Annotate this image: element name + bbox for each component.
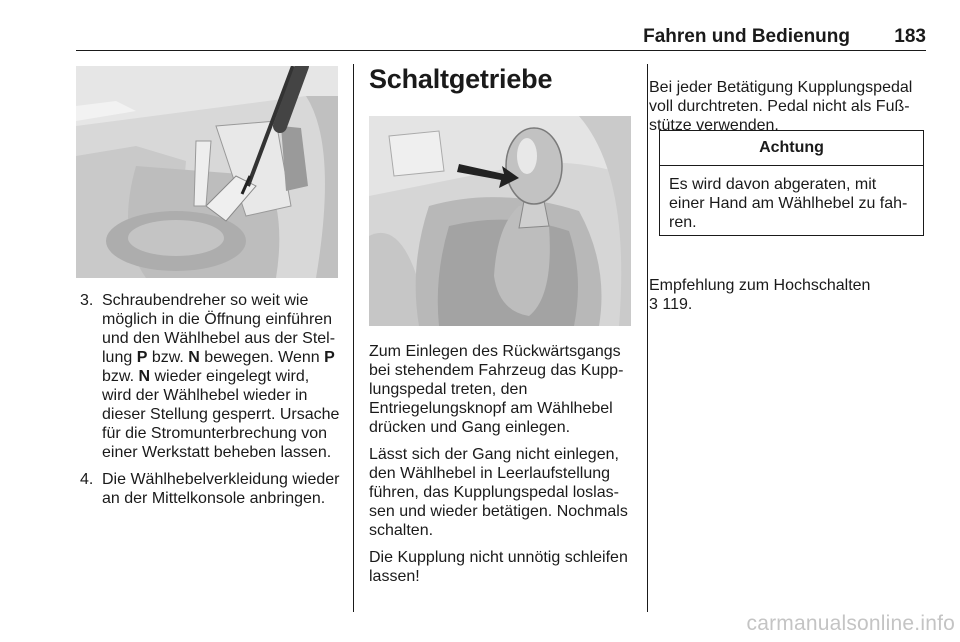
reference-label: Empfehlung zum Hochschalten bbox=[649, 277, 871, 294]
gear-lever-illustration bbox=[369, 116, 631, 326]
paragraph-clutch-pedal: Bei jeder Betätigung Kupplungspedal voll durchtreten. Pedal nicht als Fußstütze verwenden. bbox=[649, 79, 913, 134]
column-divider-right bbox=[647, 64, 648, 612]
caution-box bbox=[659, 130, 924, 236]
gear-position-p: P bbox=[324, 349, 335, 366]
gear-position-n: N bbox=[188, 349, 200, 366]
step-number: 4. bbox=[80, 471, 94, 488]
step-4 bbox=[80, 470, 340, 508]
screwdriver-illustration bbox=[76, 66, 338, 278]
watermark: carmanualsonline.info bbox=[746, 612, 955, 635]
step-number: 3. bbox=[80, 292, 94, 309]
running-header-title: Fahren und Bedienung bbox=[643, 26, 850, 47]
column-divider-left bbox=[353, 64, 354, 612]
step-text: Schraubendreher so weit wie möglich in die Öffnung einführen und den Wählhebel aus der Stellung P bzw. N bewegen. Wenn P bzw. N wieder eingelegt wird, wird der Wählhebel wieder in dieser Stellung gesperrt. Ursache für die Stromunterbrechung von einer Werkstatt beheben lassen. bbox=[102, 292, 340, 461]
manual-transmission-text bbox=[369, 342, 633, 594]
arrow-reference-icon: 3 bbox=[649, 296, 658, 313]
reference-page-link[interactable]: 119. bbox=[662, 296, 693, 313]
upshift-reference bbox=[649, 276, 929, 314]
gear-position-p: P bbox=[136, 349, 148, 366]
header-divider bbox=[76, 50, 926, 51]
procedure-steps bbox=[80, 291, 340, 516]
figure-screwdriver-gear-selector bbox=[76, 66, 338, 278]
step-3 bbox=[80, 291, 340, 462]
gear-position-n: N bbox=[138, 368, 151, 385]
paragraph-clutch-slip: Die Kupplung nicht unnötig schleifen lassen! bbox=[369, 549, 628, 585]
paragraph-gear-not-engaging: Lässt sich der Gang nicht einlegen, den Wählhebel in Leerlaufstellung führen, das Kupplungspedal loslassen und wieder betätigen. Nochmals schalten. bbox=[369, 446, 628, 539]
caution-title: Achtung bbox=[660, 131, 923, 166]
paragraph-reverse-gear: Zum Einlegen des Rückwärtsgangs bei stehendem Fahrzeug das Kupplungspedal treten, den Entriegelungsknopf am Wählhebel drücken und Gang einlegen. bbox=[369, 343, 624, 436]
page-number: 183 bbox=[894, 26, 926, 47]
caution-body: Es wird davon abgeraten, mit einer Hand am Wählhebel zu fahren. bbox=[669, 176, 908, 231]
step-text: Die Wählhebelverkleidung wieder an der Mittelkonsole anbringen. bbox=[102, 471, 340, 507]
section-heading: Schaltgetriebe bbox=[369, 64, 553, 94]
figure-manual-gear-lever bbox=[369, 116, 631, 326]
